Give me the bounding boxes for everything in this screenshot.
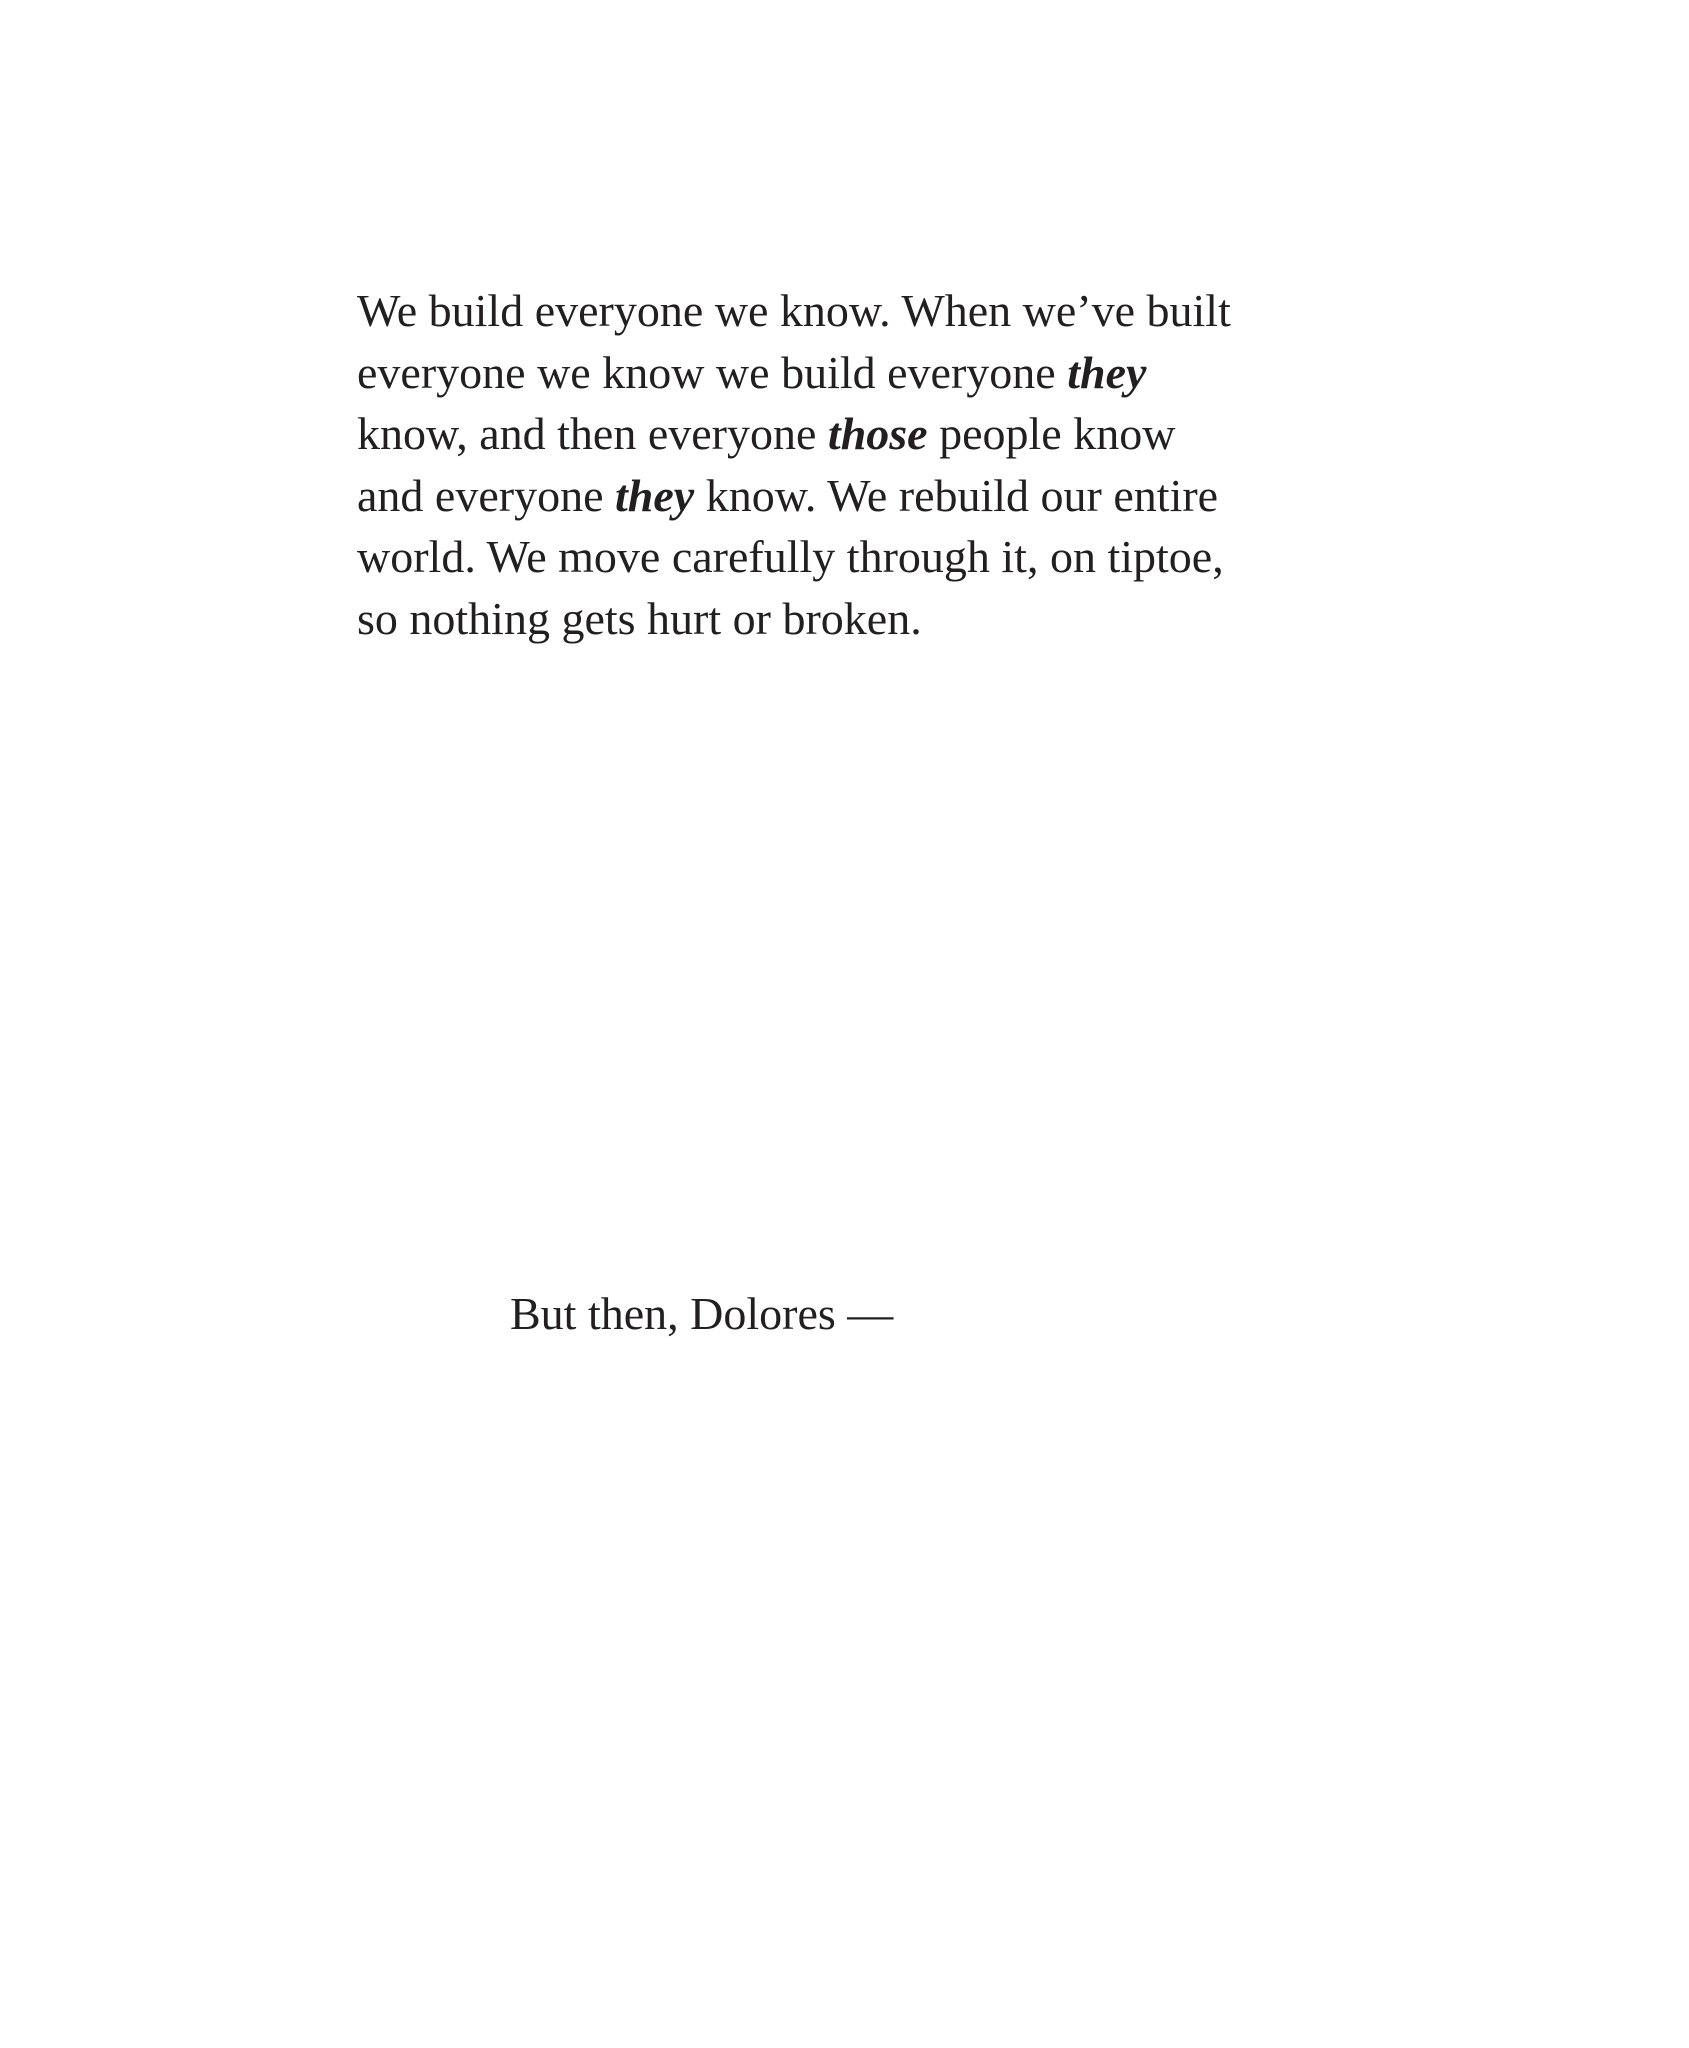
text-run: so nothing gets hurt or broken.: [357, 592, 922, 644]
paragraph-line: [357, 588, 1357, 650]
body-paragraph: [357, 280, 1357, 649]
closing-line: But then, Dolores —: [510, 1288, 894, 1339]
paragraph-line: [357, 403, 1357, 465]
text-run: We build everyone we know. When we’ve built: [357, 285, 1231, 336]
text-run: and everyone: [357, 469, 615, 521]
text-run: world. We move carefully through it, on tiptoe,: [357, 531, 1224, 582]
emphasized-word: they: [1067, 346, 1147, 398]
paragraph-line: [357, 280, 1357, 342]
text-run: everyone we know we build everyone: [357, 346, 1068, 398]
paragraph-line: [357, 465, 1357, 527]
text-run: know, and then everyone: [357, 408, 828, 459]
emphasized-word: those: [827, 408, 928, 459]
text-run: people know: [927, 408, 1176, 459]
paragraph-line: [357, 526, 1357, 588]
text-run: know. We rebuild our entire: [694, 469, 1219, 521]
paragraph-line: [357, 342, 1357, 404]
emphasized-word: they: [615, 469, 695, 521]
